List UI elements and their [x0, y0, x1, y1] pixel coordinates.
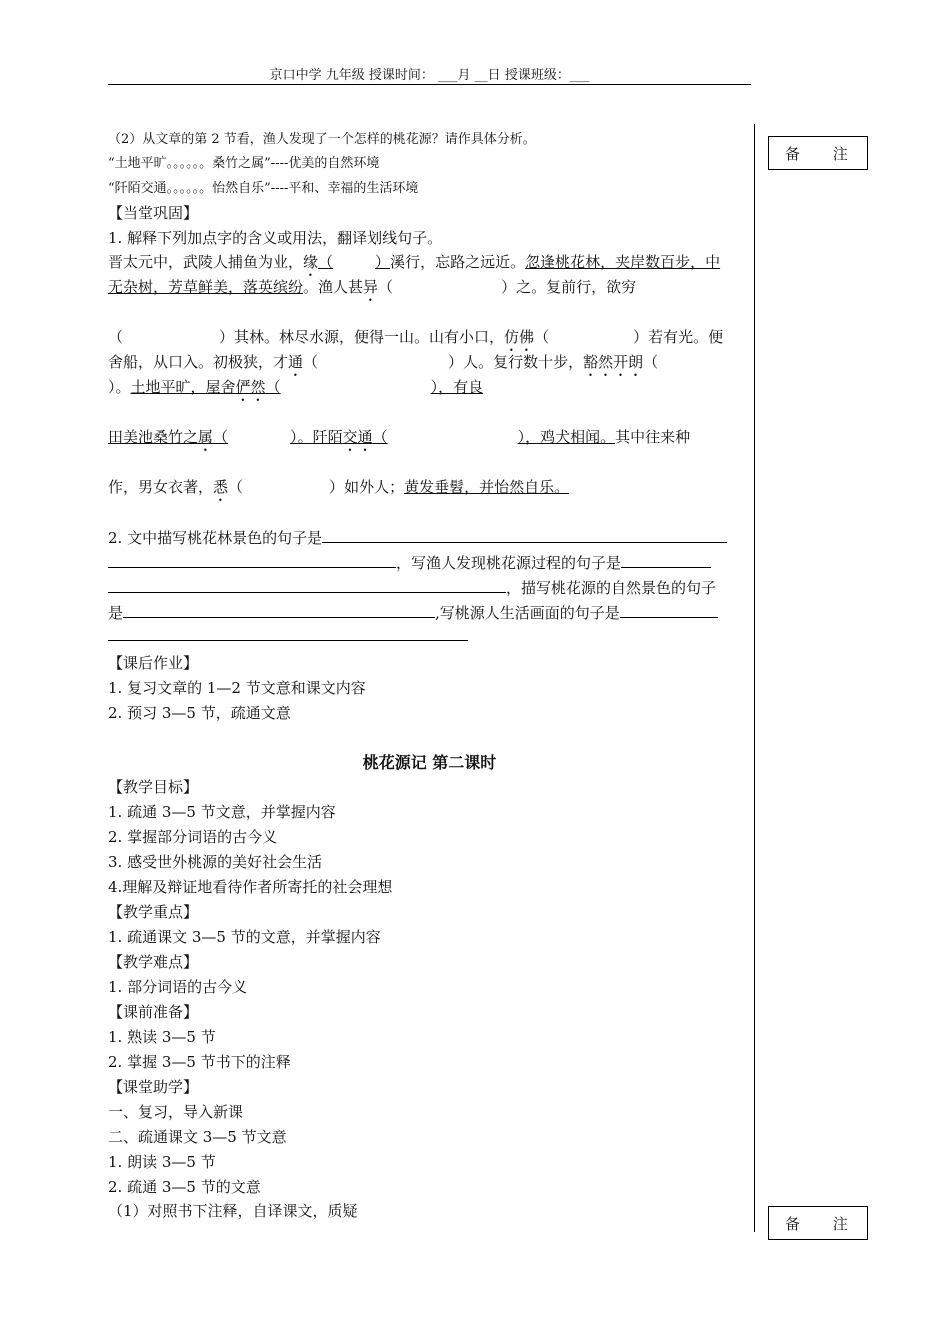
page-header: 京口中学 九年级 授课时间： ___月 __日 授课班级：___	[269, 68, 590, 83]
passage-text: 晋太元中，武陵人捕鱼为业，	[108, 253, 304, 271]
exercise-2-line-3	[108, 577, 716, 598]
goal-item: 2. 掌握部分词语的古今义	[108, 828, 278, 846]
passage-text: 其中往来种	[615, 428, 691, 446]
prep-item: 1. 熟读 3—5 节	[108, 1028, 216, 1046]
goal-item: 4.理解及辩证地看待作者所寄托的社会理想	[108, 878, 393, 896]
assist-item: 2. 疏通 3—5 节的文意	[108, 1178, 261, 1196]
answer-line[interactable]	[108, 639, 468, 641]
q2-answer-1: “土地平旷。。。。。。桑竹之属”----优美的自然环境	[108, 156, 380, 171]
exercise-2-text: 是	[108, 604, 124, 622]
passage-text: 若有光。便	[648, 328, 724, 346]
exercise-2-text: ，描写桃花源的自然景色的句子	[506, 579, 717, 597]
assist-item: 一、复习，导入新课	[108, 1103, 244, 1121]
underlined-sentence: ，鸡犬相闻。	[525, 428, 616, 446]
key-point-item: 1. 疏通课文 3—5 节的文意，并掌握内容	[108, 928, 381, 946]
dotted-word: 豁然开朗	[583, 353, 644, 371]
answer-line[interactable]	[123, 616, 435, 618]
prep-heading: 【课前准备】	[108, 1003, 199, 1021]
header-rule	[108, 84, 751, 85]
passage-text: 溪行，忘路之远近。	[390, 253, 526, 271]
exercise-1-title: 1. 解释下列加点字的含义或用法，翻译划线句子。	[108, 229, 443, 247]
exercise-2-line-1	[108, 527, 727, 548]
homework-heading: 【课后作业】	[108, 654, 199, 672]
dotted-word: 悉	[213, 478, 229, 496]
passage-text: 舍船，从口入。初极狭，才	[108, 353, 289, 371]
lesson-title: 桃花源记 第二课时	[362, 753, 497, 772]
dotted-word: 仿佛	[504, 328, 535, 346]
passage-text: 如外人；	[344, 478, 405, 496]
q2-title: （2）从文章的第 2 节看，渔人发现了一个怎样的桃花源？请作具体分析。	[108, 132, 536, 147]
dotted-word: 通	[288, 353, 304, 371]
goal-item: 1. 疏通 3—5 节文意，并掌握内容	[108, 803, 336, 821]
homework-item-2: 2. 预习 3—5 节，疏通文意	[108, 704, 291, 722]
consolidate-heading: 【当堂巩固】	[108, 204, 199, 222]
passage-text: 作，男女衣著，	[108, 478, 214, 496]
assist-item: 二、疏通课文 3—5 节文意	[108, 1128, 287, 1146]
q2-answer-2: “阡陌交通。。。。。。怡然自乐”----平和、幸福的生活环境	[108, 181, 419, 196]
dotted-word: 缘	[303, 253, 319, 271]
exercise-2-text: ，写渔人发现桃花源过程的句子是	[396, 554, 622, 572]
assist-item: 1. 朗读 3—5 节	[108, 1153, 216, 1171]
passage-text: 其林。林尽水源，便得一山。山有小口，	[234, 328, 505, 346]
dotted-word: 属	[198, 428, 214, 446]
passage-text: 。渔人甚	[303, 278, 364, 296]
goal-item: 3. 感受世外桃源的美好社会生活	[108, 853, 323, 871]
passage-text: 人。复行数十步，	[463, 353, 584, 371]
underlined-sentence: 土地平旷，屋舍	[130, 378, 236, 396]
margin-divider	[754, 124, 755, 1232]
underlined-sentence: 无杂树，芳草鲜美，落英缤纷	[108, 278, 304, 296]
passage-line-2: 无杂树，芳草鲜美，落英缤纷。渔人甚异（ ）之。复前行，欲穷	[108, 278, 637, 296]
answer-line[interactable]	[621, 566, 711, 568]
passage-line-7: 作，男女衣著，悉（ ）如外人；黄发垂髫，并怡然自乐。	[108, 478, 570, 496]
homework-item-1: 1. 复习文章的 1—2 节文意和课文内容	[108, 679, 366, 697]
assist-heading: 【课堂助学】	[108, 1078, 199, 1096]
passage-line-6: 田美池桑竹之属（ ）。阡陌交通（ ），鸡犬相闻。其中往来种	[108, 428, 691, 446]
answer-line[interactable]	[620, 616, 718, 618]
exercise-2-line-4	[108, 602, 718, 623]
passage-text: 之。复前行，欲穷	[516, 278, 637, 296]
passage-text: 。	[115, 378, 131, 396]
key-points-heading: 【教学重点】	[108, 903, 199, 921]
underlined-sentence: 田美池桑竹之	[108, 428, 199, 446]
passage-line-3: （ ）其林。林尽水源，便得一山。山有小口，仿佛（ ）若有光。便	[108, 328, 724, 346]
prep-item: 2. 掌握 3—5 节书下的注释	[108, 1053, 291, 1071]
dotted-word: 异	[363, 278, 379, 296]
answer-line[interactable]	[322, 541, 727, 543]
answer-line[interactable]	[108, 566, 396, 568]
exercise-2-line-2	[108, 552, 711, 573]
difficulty-item: 1. 部分词语的古今义	[108, 978, 248, 996]
answer-line[interactable]	[108, 591, 506, 593]
notes-box-bottom: 备 注	[768, 1206, 868, 1240]
goals-heading: 【教学目标】	[108, 778, 199, 796]
passage-line-4: 舍船，从口入。初极狭，才通（ ）人。复行数十步，豁然开朗（	[108, 353, 659, 371]
difficulty-heading: 【教学难点】	[108, 953, 199, 971]
assist-item: （1）对照书下注释，自译课文，质疑	[108, 1202, 358, 1220]
underlined-sentence: 忽逢桃花林，夹岸数百步，中	[525, 253, 721, 271]
underlined-sentence: 黄发垂髫，并怡然自乐。	[404, 478, 570, 496]
exercise-2-text: 2. 文中描写桃花林景色的句子是	[108, 529, 323, 547]
notes-box-top: 备 注	[768, 136, 868, 170]
passage-line-1: 晋太元中，武陵人捕鱼为业，缘（ ）溪行，忘路之远近。忽逢桃花林，夹岸数百步，中	[108, 253, 721, 271]
exercise-2-line-5	[108, 627, 468, 645]
underlined-sentence: 。阡陌	[297, 428, 343, 446]
underlined-sentence: ，有良	[438, 378, 484, 396]
passage-line-5: ）。土地平旷，屋舍俨然（ ），有良	[108, 378, 484, 396]
exercise-2-text: ,写桃源人生活画面的句子是	[435, 604, 620, 622]
dotted-word: 俨然	[235, 378, 266, 396]
dotted-word: 交通	[342, 428, 373, 446]
